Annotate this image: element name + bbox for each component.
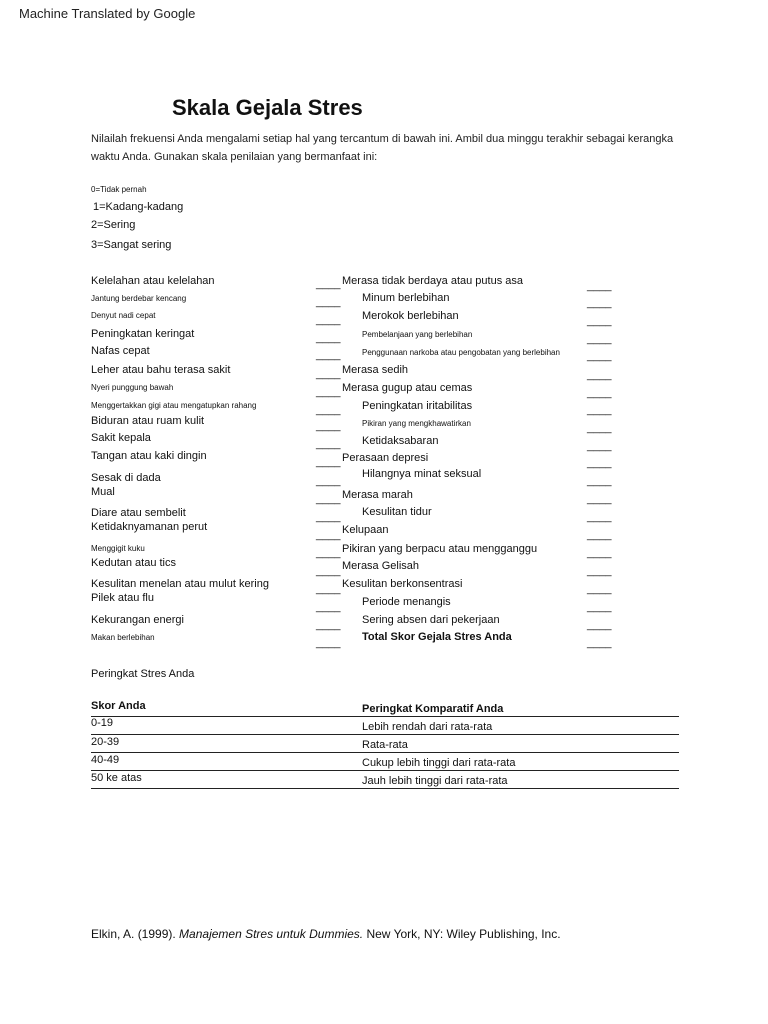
symptom-item: Menggertakkan gigi atau mengatupkan rahang (91, 401, 257, 410)
table-cell-rank: Jauh lebih tinggi dari rata-rata (362, 775, 508, 787)
symptom-item: Kelelahan atau kelelahan (91, 275, 215, 287)
symptom-item: Pikiran yang mengkhawatirkan (362, 419, 471, 428)
score-blank: ____ (587, 297, 612, 309)
scale-1: 1=Kadang-kadang (93, 201, 184, 213)
table-cell-score: 0-19 (91, 717, 114, 729)
score-blank: ____ (316, 278, 341, 290)
intro-line-1: Nilailah frekuensi Anda mengalami setiap hal yang tercantum di bawah ini. Ambil dua minggu terakhir sebagai kerangka (91, 133, 674, 145)
table-cell-rank: Lebih rendah dari rata-rata (362, 721, 493, 733)
symptom-item: Diare atau sembelit (91, 507, 186, 519)
table-cell-score: 20-39 (91, 736, 120, 748)
score-blank: ____ (316, 438, 341, 450)
scale-3: 3=Sangat sering (91, 239, 172, 251)
score-blank: ____ (316, 420, 341, 432)
symptom-item: Menggigit kuku (91, 544, 145, 553)
symptom-item: Peningkatan keringat (91, 328, 195, 340)
scale-0: 0=Tidak pernah (91, 185, 147, 194)
score-blank: ____ (587, 547, 612, 559)
symptom-item: Tangan atau kaki dingin (91, 450, 207, 462)
symptom-item: Hilangnya minat seksual (362, 468, 482, 480)
symptom-item: Kekurangan energi (91, 614, 184, 626)
table-rule (91, 770, 679, 771)
symptom-item: Merokok berlebihan (362, 310, 459, 322)
score-blank: ____ (316, 565, 341, 577)
symptom-item: Merasa marah (342, 489, 413, 501)
table-cell-rank: Cukup lebih tinggi dari rata-rata (362, 757, 516, 769)
score-blank: ____ (316, 475, 341, 487)
score-blank: ____ (316, 583, 341, 595)
symptom-item: Kesulitan berkonsentrasi (342, 578, 463, 590)
symptom-item: Kesulitan tidur (362, 506, 432, 518)
score-blank: ____ (587, 369, 612, 381)
score-blank: ____ (316, 637, 341, 649)
symptom-item: Kedutan atau tics (91, 557, 177, 569)
col-header-rank: Peringkat Komparatif Anda (362, 703, 504, 715)
symptom-item: Merasa tidak berdaya atau putus asa (342, 275, 524, 287)
score-blank: ____ (316, 529, 341, 541)
score-blank: ____ (587, 350, 612, 362)
symptom-item: Pilek atau flu (91, 592, 154, 604)
symptom-item: Perasaan depresi (342, 452, 429, 464)
score-blank: ____ (316, 349, 341, 361)
symptom-item: Mual (91, 486, 115, 498)
symptom-item: Jantung berdebar kencang (91, 294, 187, 303)
table-rule (91, 716, 679, 717)
symptom-item: Merasa sedih (342, 364, 409, 376)
citation-prefix: Elkin, A. (1999). (91, 927, 180, 941)
score-blank: ____ (587, 529, 612, 541)
score-blank: ____ (316, 511, 341, 523)
score-blank: ____ (587, 387, 612, 399)
score-blank: ____ (316, 456, 341, 468)
score-blank: ____ (316, 296, 341, 308)
score-blank: ____ (587, 583, 612, 595)
score-blank: ____ (587, 601, 612, 613)
page-title: Skala Gejala Stres (172, 95, 363, 120)
symptom-item: Merasa Gelisah (342, 560, 420, 572)
table-rule (91, 788, 679, 789)
citation-publisher: New York, NY: Wiley Publishing, Inc. (363, 927, 561, 941)
symptom-item: Kelupaan (342, 524, 389, 536)
score-blank: ____ (587, 315, 612, 327)
symptom-item: Ketidaknyamanan perut (91, 521, 208, 533)
symptom-item: Sakit kepala (91, 432, 151, 444)
total-score-label: Total Skor Gejala Stres Anda (362, 631, 512, 643)
symptom-item: Biduran atau ruam kulit (91, 415, 205, 427)
symptom-item: Sesak di dada (91, 472, 161, 484)
symptom-item: Penggunaan narkoba atau pengobatan yang berlebihan (362, 348, 560, 357)
symptom-item: Pikiran yang berpacu atau mengganggu (342, 543, 538, 555)
score-blank: ____ (316, 386, 341, 398)
symptom-item: Ketidaksabaran (362, 435, 439, 447)
score-blank: ____ (316, 547, 341, 559)
symptom-item: Minum berlebihan (362, 292, 450, 304)
score-blank: ____ (587, 422, 612, 434)
score-blank: ____ (587, 637, 612, 649)
score-blank: ____ (587, 619, 612, 631)
col-header-score: Skor Anda (91, 700, 146, 712)
score-blank: ____ (587, 457, 612, 469)
table-rule (91, 734, 679, 735)
table-cell-score: 50 ke atas (91, 772, 142, 784)
symptom-item: Leher atau bahu terasa sakit (91, 364, 231, 376)
symptom-item: Peningkatan iritabilitas (362, 400, 473, 412)
symptom-item: Makan berlebihan (91, 633, 155, 642)
symptom-item: Periode menangis (362, 596, 451, 608)
rating-heading: Peringkat Stres Anda (91, 668, 195, 680)
score-blank: ____ (587, 440, 612, 452)
score-blank: ____ (316, 601, 341, 613)
score-blank: ____ (316, 314, 341, 326)
citation-book-title: Manajemen Stres untuk Dummies. (179, 927, 364, 941)
symptom-item: Nyeri punggung bawah (91, 383, 174, 392)
scale-2: 2=Sering (91, 219, 136, 231)
table-cell-score: 40-49 (91, 754, 120, 766)
intro-line-2: waktu Anda. Gunakan skala penilaian yang bermanfaat ini: (91, 151, 378, 163)
symptom-item: Pembelanjaan yang berlebihan (362, 330, 473, 339)
symptom-item: Merasa gugup atau cemas (342, 382, 473, 394)
symptom-item: Nafas cepat (91, 345, 150, 357)
symptom-item: Denyut nadi cepat (91, 311, 156, 320)
score-blank: ____ (587, 280, 612, 292)
symptom-item: Sering absen dari pekerjaan (362, 614, 500, 626)
score-blank: ____ (316, 493, 341, 505)
machine-translated-label: Machine Translated by Google (19, 6, 196, 21)
table-cell-rank: Rata-rata (362, 739, 408, 751)
score-blank: ____ (587, 565, 612, 577)
score-blank: ____ (587, 404, 612, 416)
score-blank: ____ (587, 511, 612, 523)
symptom-item: Kesulitan menelan atau mulut kering (91, 578, 269, 590)
citation (91, 927, 561, 941)
score-blank: ____ (587, 333, 612, 345)
score-blank: ____ (316, 332, 341, 344)
score-blank: ____ (316, 619, 341, 631)
score-blank: ____ (587, 493, 612, 505)
score-blank: ____ (316, 404, 341, 416)
score-blank: ____ (587, 475, 612, 487)
score-blank: ____ (316, 368, 341, 380)
table-rule (91, 752, 679, 753)
